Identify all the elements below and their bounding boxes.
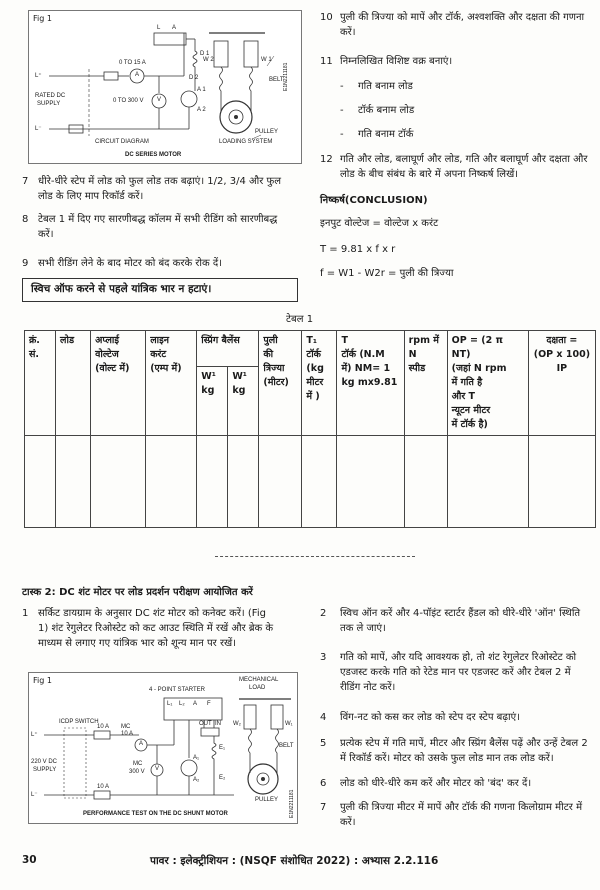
- label-a2: A 2: [197, 107, 206, 113]
- header-efficiency: दक्षता = (OP x 100) IP: [528, 331, 595, 436]
- figure-code: E1N2211181: [289, 789, 295, 818]
- header-current: लाइन करंट (एम्प में): [146, 331, 197, 436]
- header-pulley: पुली की त्रिज्या (मीटर): [259, 331, 302, 436]
- observation-table: [24, 330, 596, 528]
- starter-label: 4 - POINT STARTER: [149, 687, 206, 693]
- label-d1: D 1: [200, 51, 210, 57]
- table-row: [25, 436, 596, 528]
- l-minus-label: L⁻: [35, 126, 42, 132]
- figure-code: E1N2211181: [283, 62, 289, 91]
- icdp-switch-label: ICDP SWITCH: [59, 719, 99, 725]
- voltmeter-range-label: 0 TO 300 V: [113, 98, 144, 104]
- label-a1: A₁: [193, 755, 200, 761]
- load-label: LOAD: [249, 685, 266, 691]
- footer-text: पावर : इलेक्ट्रीशियन : (NSQF संशोधित 2022) : अभ्यास 2.2.116: [150, 855, 439, 867]
- voltmeter-symbol: V: [155, 766, 160, 772]
- mc-range-label: 10 A: [121, 731, 134, 737]
- header-sn: क्रं. सं.: [25, 331, 56, 436]
- label-e2: E₂: [219, 775, 226, 781]
- fig-label: Fig 1: [33, 676, 52, 685]
- curve-item: - गति बनाम टॉर्क: [340, 129, 414, 140]
- header-load: लोड: [56, 331, 91, 436]
- pulley-label: PULLEY: [255, 129, 279, 135]
- pulley-label: PULLEY: [255, 797, 279, 803]
- figure-caption: PERFORMANCE TEST ON THE DC SHUNT MOTOR: [83, 811, 228, 817]
- loading-system-label: LOADING SYSTEM: [219, 139, 273, 145]
- right-step-7: 7 पुली की त्रिज्या मीटर में मापें और टॉर्क की गणना किलोग्राम मीटर में करें।: [320, 802, 583, 828]
- l-plus-label: L⁺: [35, 73, 42, 79]
- conclusion-heading: निष्कर्ष(CONCLUSION): [320, 195, 428, 206]
- supply-voltage-label: 220 V DC: [31, 759, 58, 765]
- left-step-9: 9 सभी रीडिंग लेने के बाद मोटर को बंद करके रोक दें।: [22, 258, 222, 269]
- rated-dc-label: RATED DC: [35, 93, 66, 99]
- circuit-diagram-label: CIRCUIT DIAGRAM: [95, 139, 149, 145]
- right-step-10: 10 पुली की त्रिज्या को मापें और टॉर्क, अश्वशक्ति और दक्षता की गणना करें।: [320, 12, 585, 38]
- belt-label: BELT: [279, 743, 294, 749]
- header-t: T टॉर्क (N.M में) NM= 1 kg mx9.81: [337, 331, 404, 436]
- page-number: 30: [22, 854, 37, 866]
- task2-heading: टास्क 2: DC शंट मोटर पर लोड प्रदर्शन परीक्षण आयोजित करें: [22, 587, 253, 598]
- label-A: A: [172, 25, 177, 31]
- left-step-8: 8 टेबल 1 में दिए गए सारणीबद्ध कॉलम में सभी रीडिंग को सारणीबद्ध करें।: [22, 214, 278, 240]
- header-voltage: अप्लाई वोल्टेज (वोल्ट में): [91, 331, 146, 436]
- header-t1: T₁ टॉर्क (kg मीटर में ): [302, 331, 337, 436]
- fig1-shunt-motor: [28, 672, 298, 824]
- header-rpm: rpm में N स्पीड: [404, 331, 447, 436]
- caution-note-box: स्विच ऑफ करने से पहले यांत्रिक भार न हटाएं।: [22, 278, 298, 302]
- header-w1-a: W¹ kg: [197, 367, 228, 436]
- header-spring-balance: स्प्रिंग बैलेंस: [197, 331, 259, 367]
- label-l1: L₁: [167, 701, 173, 707]
- right-step-2: 2 स्विच ऑन करें और 4-पॉइंट स्टार्टर हैंडल को धीरे-धीरे 'ऑन' स्थिति तक ले जाएं।: [320, 608, 581, 634]
- left-step-7: 7 धीरे-धीरे स्टेप में लोड को फुल लोड तक बढ़ाएं। 1/2, 3/4 और फुल लोड के लिए माप रिकॉर्ड करें।: [22, 176, 282, 202]
- table-title: टेबल 1: [286, 314, 314, 325]
- label-w2: W 2: [203, 57, 214, 63]
- out-label: OUT: [199, 721, 212, 727]
- label-L: L: [157, 25, 161, 31]
- ammeter-range-label: 0 TO 15 A: [119, 60, 146, 66]
- fig-label: Fig 1: [33, 14, 52, 23]
- l-plus-label: L⁺: [31, 732, 38, 738]
- label-w1: W 1: [261, 57, 272, 63]
- curve-item: - टॉर्क बनाम लोड: [340, 105, 415, 116]
- voltmeter-symbol: V: [157, 97, 162, 103]
- table-header-row: [25, 331, 596, 367]
- fuse-label: 10 A: [97, 784, 110, 790]
- belt-label: BELT: [269, 77, 284, 83]
- l-minus-label: L⁻: [31, 792, 38, 798]
- fig1-series-motor: [28, 10, 302, 164]
- label-a2: A₂: [193, 777, 200, 783]
- right-step-12: 12 गति और लोड, बलाघूर्ण और लोड, गति और बलाघूर्ण और दक्षता और लोड के बीच संबंध के बारे में अपना निष्कर्ष लिखें।: [320, 154, 588, 180]
- label-a: A: [193, 701, 198, 707]
- right-step-5: 5 प्रत्येक स्टेप में गति मापें, मीटर और स्प्रिंग बैलेंस पढ़ें और उन्हें टेबल 2 में रिकॉर्ड करें। मोटर को उसके फुल लोड मान तक लोड करें।: [320, 738, 588, 764]
- supply-label: SUPPLY: [33, 767, 57, 773]
- conclusion-line: f = W1 - W2r = पुली की त्रिज्या: [320, 268, 454, 279]
- right-step-4: 4 विंग-नट को कस कर लोड को स्टेप दर स्टेप बढ़ाएं।: [320, 712, 520, 723]
- label-a1: A 1: [197, 87, 206, 93]
- curve-item: - गति बनाम लोड: [340, 81, 413, 92]
- header-w1-b: W¹ kg: [228, 367, 259, 436]
- conclusion-line: T = 9.81 x f x r: [320, 244, 396, 255]
- supply-label: SUPPLY: [37, 101, 61, 107]
- label-f: F: [207, 701, 211, 707]
- conclusion-line: इनपुट वोल्टेज = वोल्टेज x करंट: [320, 218, 439, 229]
- label-l2: L₂: [179, 701, 185, 707]
- figure-caption: DC SERIES MOTOR: [125, 152, 182, 158]
- mc-label: MC: [121, 724, 131, 730]
- header-op: OP = (2 π NT) (जहां N rpm में गति है और T न्यूटन मीटर में टॉर्क है): [447, 331, 528, 436]
- ammeter-symbol: A: [135, 72, 140, 78]
- right-step-11: 11 निम्नलिखित विशिष्ट वक्र बनाएं।: [320, 56, 453, 67]
- task2-step-1: 1 सर्किट डायग्राम के अनुसार DC शंट मोटर को कनेक्ट करें। (Fig 1) शंट रेगुलेटर रिओस्टेट को कट आउट स्थिति में रखें और ब्रेक के माध्यम से लगाए गए यांत्रिक भार को शून्य मान पर रखें।: [22, 608, 274, 649]
- fuse-label: 10 A: [97, 724, 110, 730]
- label-e1: E₁: [219, 745, 226, 751]
- right-step-6: 6 लोड को धीरे-धीरे कम करें और मोटर को 'बंद' कर दें।: [320, 778, 532, 789]
- ammeter-symbol: A: [139, 741, 144, 747]
- mc2-range-label: 300 V: [129, 769, 145, 775]
- label-w2: W₂: [233, 721, 241, 727]
- label-d2: D 2: [189, 75, 199, 81]
- mc2-label: MC: [133, 761, 143, 767]
- in-label: IN: [215, 721, 221, 727]
- mechanical-label: MECHANICAL: [239, 677, 279, 683]
- section-separator: [215, 556, 415, 557]
- label-w1: W₁: [285, 721, 293, 727]
- right-step-3: 3 गति को मापें, और यदि आवश्यक हो, तो शंट रेगुलेटर रिओस्टेट को एडजस्ट करके गति को रेटेड मान पर एडजस्ट करें और टेबल 2 में रीडिंग नोट करें।: [320, 652, 577, 693]
